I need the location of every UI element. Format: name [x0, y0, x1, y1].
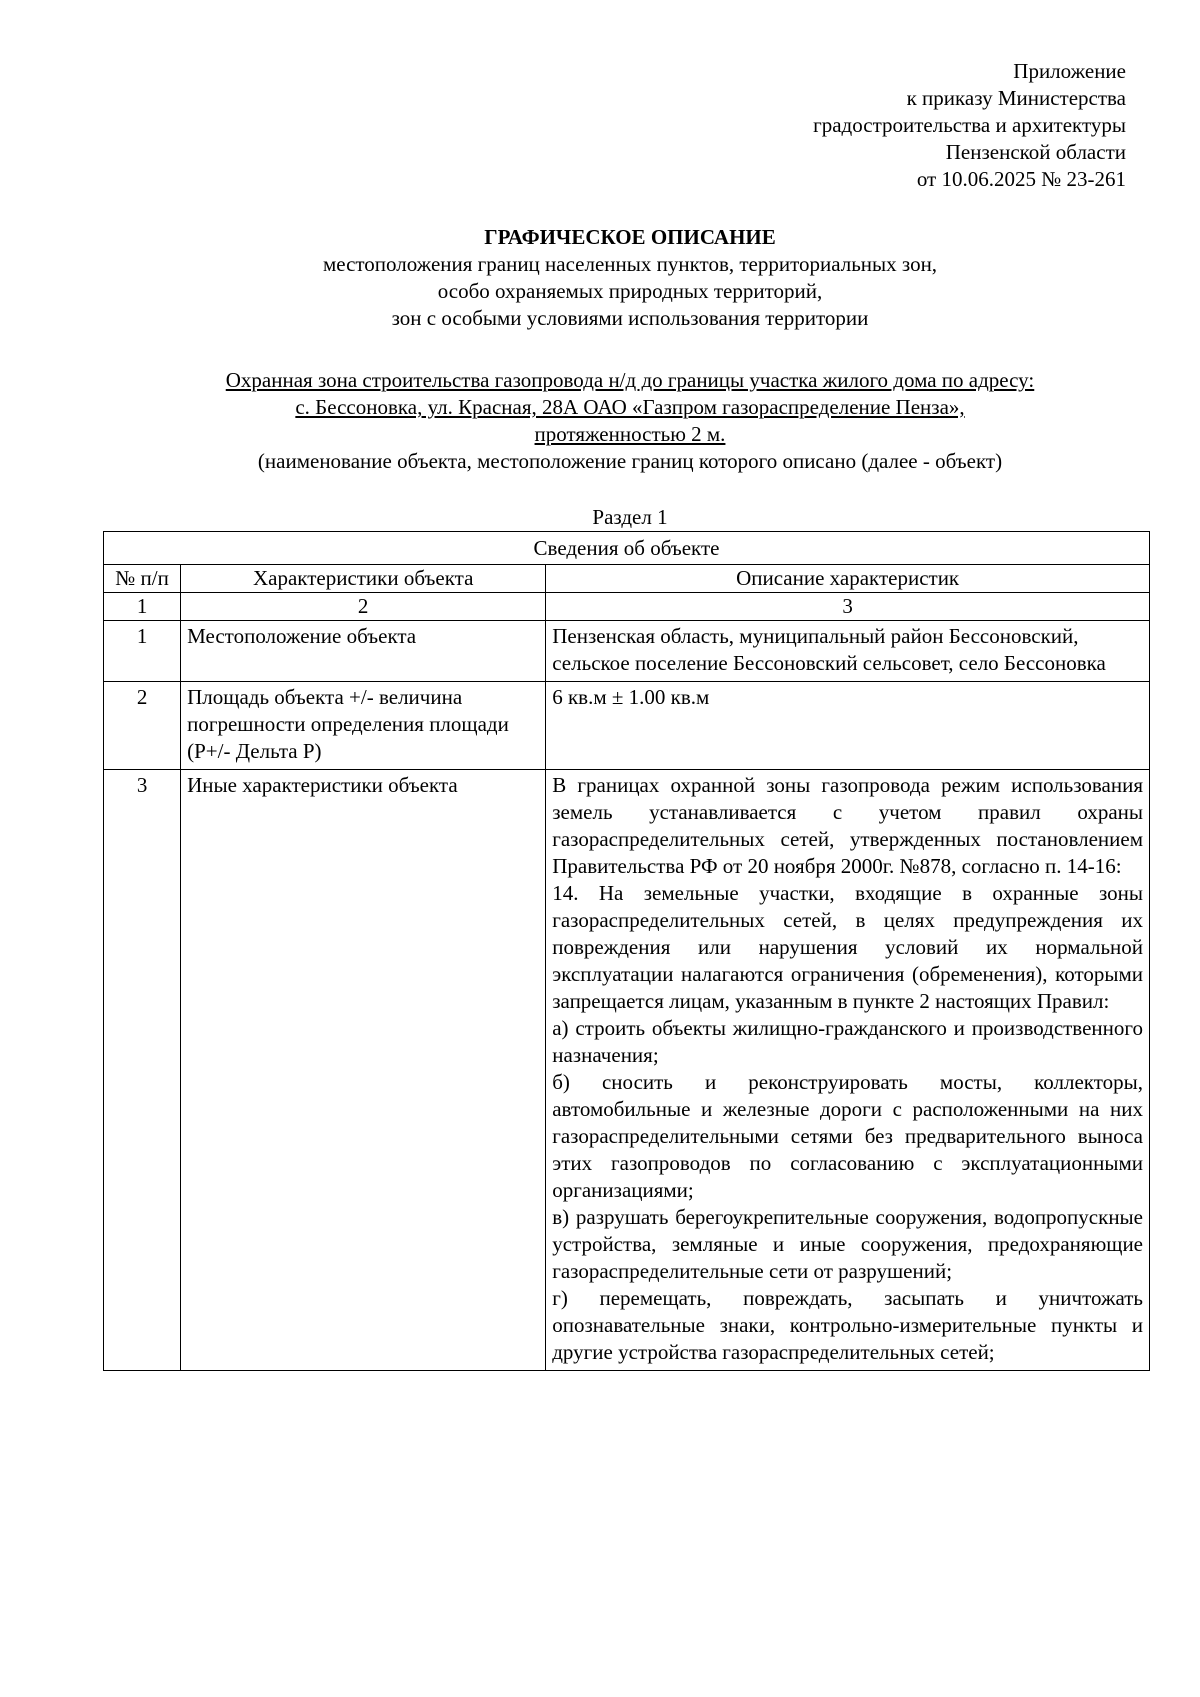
document-title: ГРАФИЧЕСКОЕ ОПИСАНИЕ [484, 225, 776, 249]
appendix-line: Приложение [1013, 59, 1126, 83]
object-name-block [100, 367, 1160, 475]
column-number-row [104, 593, 1150, 621]
table-row [104, 621, 1150, 682]
row-characteristic: Местоположение объекта [181, 621, 546, 682]
object-name-line: Охранная зона строительства газопровода н/д до границы участка жилого дома по адресу: [225, 368, 1035, 392]
table-header-row [104, 565, 1150, 593]
description-paragraph: В границах охранной зоны газопровода режим использования земель устанавливается с учетом правил охраны газораспределительных сетей, утвержденных постановлением Правительства РФ от 20 ноября 2000г. №878, согласно п. 14-16: [552, 773, 1143, 878]
appendix-line: к приказу Министерства [906, 86, 1126, 110]
document-title-block [100, 224, 1160, 332]
object-name-note: (наименование объекта, местоположение границ которого описано (далее - объект) [257, 449, 1003, 473]
table-caption-row [104, 532, 1150, 565]
row-number: 2 [104, 682, 181, 770]
object-name-line: с. Бессоновка, ул. Красная, 28А ОАО «Газпром газораспределение Пенза», [295, 395, 965, 419]
object-info-table [103, 531, 1150, 1371]
header-characteristic: Характеристики объекта [181, 565, 546, 593]
column-number: 2 [181, 593, 546, 621]
row-description: 6 кв.м ± 1.00 кв.м [546, 682, 1150, 770]
title-subline: зон с особыми условиями использования территории [391, 306, 869, 330]
row-characteristic: Иные характеристики объекта [181, 770, 546, 1371]
description-paragraph: г) перемещать, повреждать, засыпать и уничтожать опознавательные знаки, контрольно-измерительные пункты и другие устройства газораспределительных сетей; [552, 1286, 1143, 1364]
column-number: 3 [546, 593, 1150, 621]
description-paragraph: 14. На земельные участки, входящие в охранные зоны газораспределительных сетей, в целях предупреждения их повреждения или нарушения условий их нормальной эксплуатации налагаются ограничения (обременения), которыми запрещается лицам, указанным в пункте 2 настоящих Правил: [552, 881, 1143, 1013]
title-subline: особо охраняемых природных территорий, [437, 279, 823, 303]
column-number: 1 [104, 593, 181, 621]
table-row [104, 682, 1150, 770]
row-description [546, 770, 1150, 1371]
object-name-line: протяженностью 2 м. [534, 422, 726, 446]
title-subline: местоположения границ населенных пунктов, территориальных зон, [322, 252, 938, 276]
table-caption: Сведения об объекте [104, 532, 1150, 565]
row-characteristic: Площадь объекта +/- величина погрешности определения площади (P+/- Дельта P) [181, 682, 546, 770]
description-paragraph: в) разрушать берегоукрепительные сооружения, водопропускные устройства, земляные и иные сооружения, предохраняющие газораспределительные сети от разрушений; [552, 1205, 1143, 1283]
description-paragraph: б) сносить и реконструировать мосты, коллекторы, автомобильные и железные дороги с расположенными на них газораспределительными сетями без предварительного выноса этих газопроводов по согласованию с эксплуатационными организациями; [552, 1070, 1143, 1202]
row-number: 1 [104, 621, 181, 682]
appendix-line: градостроительства и архитектуры [813, 113, 1126, 137]
appendix-block [813, 58, 1126, 193]
row-description: Пензенская область, муниципальный район Бессоновский, сельское поселение Бессоновский сельсовет, село Бессоновка [546, 621, 1150, 682]
appendix-line: Пензенской области [945, 140, 1126, 164]
header-number: № п/п [104, 565, 181, 593]
row-number: 3 [104, 770, 181, 1371]
header-description: Описание характеристик [546, 565, 1150, 593]
description-paragraph: а) строить объекты жилищно-гражданского и производственного назначения; [552, 1016, 1143, 1067]
section-label: Раздел 1 [592, 505, 668, 529]
table-row [104, 770, 1150, 1371]
appendix-line: от 10.06.2025 № 23-261 [916, 167, 1126, 191]
